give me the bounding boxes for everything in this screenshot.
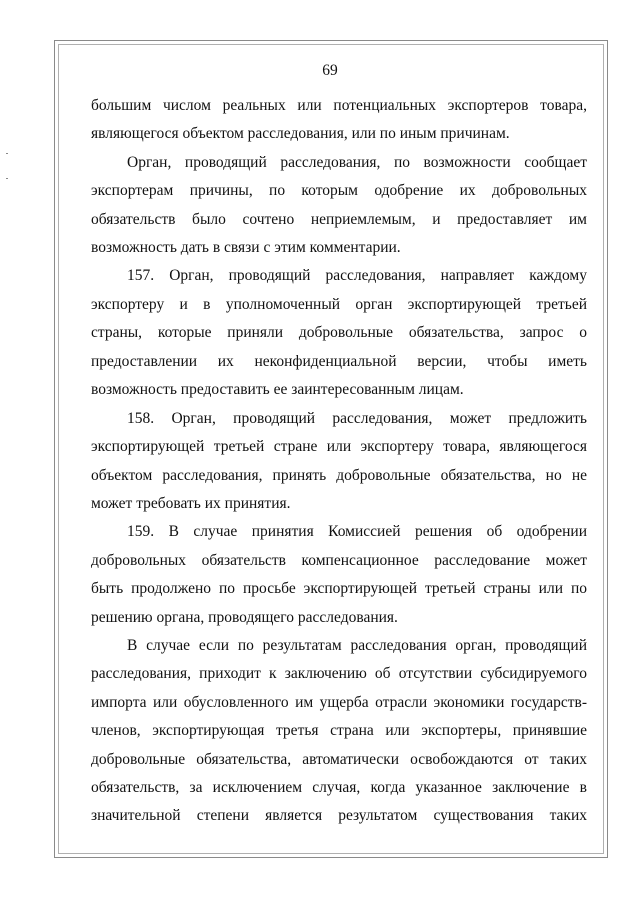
scan-margin-mark	[6, 153, 8, 154]
text-line: возможность предоставить ее заинтересованным лицам.	[91, 381, 464, 398]
text-line: быть продолжено по просьбе экспортирующей третьей страны или по	[91, 580, 587, 597]
text-line: 158. Орган, проводящий расследования, может предложить	[127, 410, 587, 427]
text-line: 157. Орган, проводящий расследования, направляет каждому	[127, 267, 587, 284]
text-line: обязательств, за исключением случая, когда указанное заключение в	[91, 779, 587, 796]
text-line: В случае если по результатам расследования орган, проводящий	[127, 637, 587, 654]
text-line: 159. В случае принятия Комиссией решения об одобрении	[127, 523, 587, 540]
text-line: большим числом реальных или потенциальных экспортеров товара,	[91, 97, 587, 114]
text-line: возможность дать в связи с этим комментарии.	[91, 239, 401, 256]
text-line: экспортерам причины, по которым одобрение их добровольных	[91, 182, 587, 199]
text-line: значительной степени является результатом существования таких	[91, 807, 587, 824]
text-line: добровольных обязательств компенсационное расследование может	[91, 552, 587, 569]
text-line: Орган, проводящий расследования, по возможности сообщает	[127, 154, 587, 171]
text-line: являющегося объектом расследования, или по иным причинам.	[91, 125, 510, 142]
text-line: решению органа, проводящего расследования.	[91, 609, 398, 626]
text-line: объектом расследования, принять добровольные обязательства, но не	[91, 467, 587, 484]
text-line: членов, экспортирующая третья страна или экспортеры, принявшие	[91, 722, 587, 739]
page-number: 69	[322, 62, 338, 79]
text-line: импорта или обусловленного им ущерба отрасли экономики государств-	[91, 694, 587, 711]
text-line: добровольные обязательства, автоматически освобождаются от таких	[91, 751, 587, 768]
text-line: обязательств было сочтено неприемлемым, и предоставляет им	[91, 211, 587, 228]
text-line: страны, которые приняли добровольные обязательства, запрос о	[91, 324, 587, 341]
text-line: может требовать их принятия.	[91, 495, 291, 512]
text-line: экспортирующей третьей стране или экспортеру товара, являющегося	[91, 438, 587, 455]
scan-margin-mark	[6, 178, 8, 179]
text-line: предоставлении их неконфиденциальной версии, чтобы иметь	[91, 353, 587, 370]
text-line: расследования, приходит к заключению об отсутствии субсидируемого	[91, 665, 587, 682]
text-line: экспортеру и в уполномоченный орган экспортирующей третьей	[91, 296, 587, 313]
